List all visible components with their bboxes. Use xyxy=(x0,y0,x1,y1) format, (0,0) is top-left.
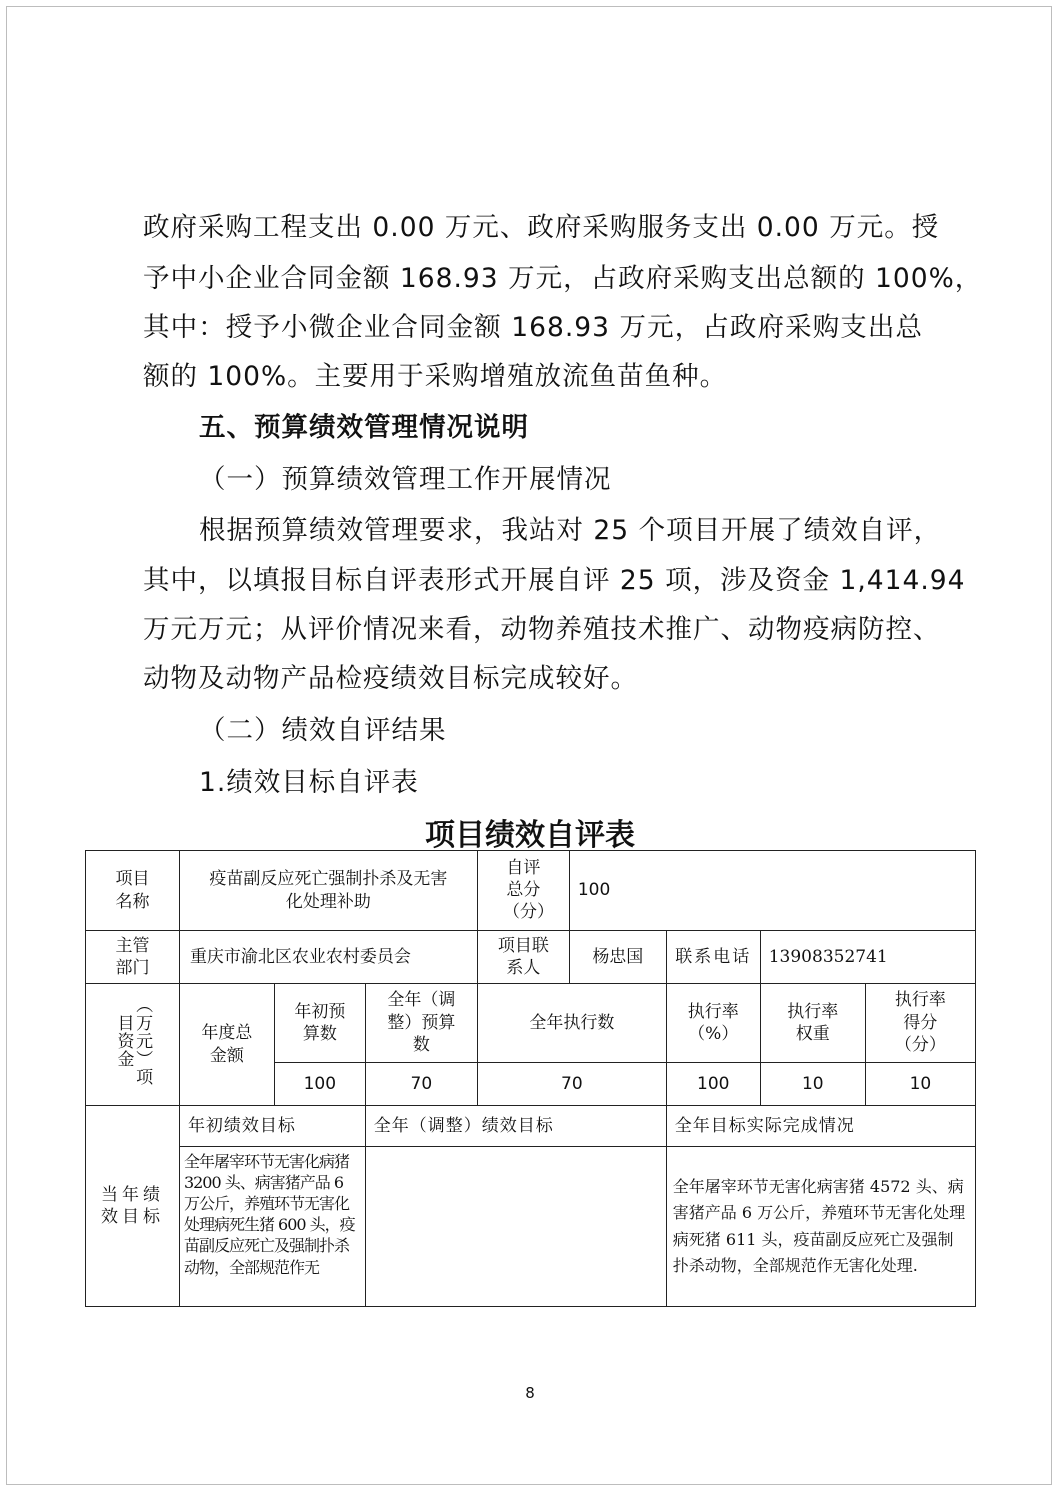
adjusted-goal-text xyxy=(365,1147,666,1307)
adjusted-budget-label: 全年（调整）预算数 xyxy=(365,984,477,1063)
table-title: 项目绩效自评表 xyxy=(425,818,635,853)
phone-value: 13908352741 xyxy=(760,931,975,984)
dept-value: 重庆市渝北区农业农村委员会 xyxy=(179,931,477,984)
goal-label: 当年绩效目标 xyxy=(86,1106,180,1307)
exec-score-value: 10 xyxy=(865,1063,975,1106)
executed-value: 70 xyxy=(477,1063,666,1106)
subheading-2: （二）绩效自评结果 xyxy=(199,715,447,746)
funds-label: （万元）项目资金 xyxy=(86,984,180,1106)
body-p2-line-4: 动物及动物产品检疫绩效目标完成较好。 xyxy=(143,663,638,694)
score-label: 自评总分（分） xyxy=(477,851,569,931)
body-line-1: 政府采购工程支出 0.00 万元、政府采购服务支出 0.00 万元。授 xyxy=(143,212,940,243)
adjusted-goal-label: 全年（调整）绩效目标 xyxy=(365,1106,666,1147)
initial-budget-value: 100 xyxy=(274,1063,365,1106)
initial-goal-text: 全年屠宰环节无害化病猪 3200 头、病害猪产品 6 万公斤，养殖环节无害化处理病死生猪 600 头，疫苗副反应死亡及强制扑杀动物，全部规范作无 xyxy=(179,1147,365,1307)
actual-text: 全年屠宰环节无害化病害猪 4572 头、病害猪产品 6 万公斤，养殖环节无害化处理病死猪 611 头，疫苗副反应死亡及强制扑杀动物，全部规范作无害化处理. xyxy=(666,1147,975,1307)
adjusted-budget-value: 70 xyxy=(365,1063,477,1106)
body-line-2: 予中小企业合同金额 168.93 万元，占政府采购支出总额的 100%， xyxy=(143,263,983,294)
executed-label: 全年执行数 xyxy=(477,984,666,1063)
table-row-goal-header xyxy=(86,1106,976,1147)
score-value: 100 xyxy=(569,851,975,931)
body-p2-line-3: 万元万元；从评价情况来看，动物养殖技术推广、动物疫病防控、 xyxy=(143,614,941,645)
exec-rate-value: 100 xyxy=(666,1063,760,1106)
body-p2-line-1: 根据预算绩效管理要求，我站对 25 个项目开展了绩效自评， xyxy=(199,515,942,546)
section-heading-5: 五、预算绩效管理情况说明 xyxy=(199,412,529,443)
evaluation-table xyxy=(85,850,976,1307)
exec-weight-value: 10 xyxy=(760,1063,865,1106)
phone-label: 联系电话 xyxy=(666,931,760,984)
initial-goal-label: 年初绩效目标 xyxy=(179,1106,365,1147)
subheading-1: （一）预算绩效管理工作开展情况 xyxy=(199,464,612,495)
initial-budget-label: 年初预算数 xyxy=(274,984,365,1063)
project-name-value: 疫苗副反应死亡强制扑杀及无害化处理补助 xyxy=(179,851,477,931)
body-line-3: 其中：授予小微企业合同金额 168.93 万元，占政府采购支出总 xyxy=(143,312,923,343)
body-p2-line-2: 其中，以填报目标自评表形式开展自评 25 项，涉及资金 1,414.94 xyxy=(143,565,966,596)
body-line-4: 额的 100%。主要用于采购增殖放流鱼苗鱼种。 xyxy=(143,361,728,392)
contact-label: 项目联系人 xyxy=(477,931,569,984)
dept-label: 主管部门 xyxy=(86,931,180,984)
actual-label: 全年目标实际完成情况 xyxy=(666,1106,975,1147)
annual-total-label: 年度总金额 xyxy=(179,984,274,1106)
table-row-funds-header xyxy=(86,984,976,1063)
table-row-project xyxy=(86,851,976,931)
contact-value: 杨忠国 xyxy=(569,931,666,984)
project-name-label: 项目名称 xyxy=(86,851,180,931)
table-row-dept xyxy=(86,931,976,984)
exec-weight-label: 执行率权重 xyxy=(760,984,865,1063)
page-number: 8 xyxy=(525,1384,535,1402)
exec-rate-label: 执行率（%） xyxy=(666,984,760,1063)
exec-score-label: 执行率得分（分） xyxy=(865,984,975,1063)
item-heading-1: 1.绩效目标自评表 xyxy=(199,767,419,798)
table-row-goal-content xyxy=(86,1147,976,1307)
